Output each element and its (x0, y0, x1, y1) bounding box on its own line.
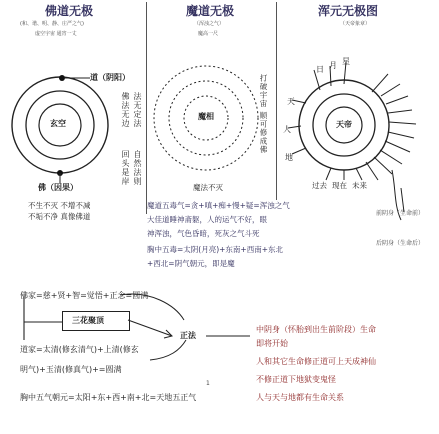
panel3-rays (366, 74, 416, 180)
panel3-subtitle: （天帝象章） (340, 21, 371, 27)
panel1-right-col1: 佛法无边 (121, 92, 130, 128)
panel3-bottom-label-past: 过去 (312, 181, 327, 190)
bottom-line2: 道家=太清(修玄清气)+上清(修玄 (20, 345, 139, 354)
zhengfa-label: 正法 (180, 331, 196, 340)
panel3-top-label-star: 星 (342, 57, 350, 66)
panel1-right-col3: 回头是岸 (121, 150, 130, 186)
panel1-subtitle2: 虚空宇宙 通宵一丈 (35, 31, 77, 37)
panel3-top-label-moon: 月 (329, 61, 337, 70)
panel3-top-label-sun: 日 (316, 65, 324, 74)
bottom-right-line4: 不修正道下地狱变鬼怪 (256, 375, 336, 384)
bottom-right-line3: 人和其它生命修正道可上天成神仙 (256, 357, 376, 366)
panel2-circles (146, 0, 276, 210)
panel1-dao-label: 道（阴阳） (90, 73, 130, 82)
panel3-right-label-before: 前阴身（生命前） (376, 210, 425, 217)
page-number: 1 (206, 380, 210, 387)
panel3-arrow-past (326, 168, 331, 180)
panel1-title: 佛道无极 (45, 4, 94, 18)
panel1-right-col4: 自然法则 (133, 150, 142, 186)
panel1-bottom-label: 佛（因果） (38, 183, 78, 192)
panel3-bottom-label-present: 现在 (332, 181, 347, 190)
panel2-subtitle: （浑浊之气） (194, 21, 225, 27)
panel3-title: 浑元无极图 (318, 4, 379, 18)
panel2-right-vertical: 打破宇宙 顺可修成佛 (259, 74, 268, 154)
panel1-footer1: 不生不灭 不增不减 (28, 201, 91, 210)
bottom-line1: 佛家=慈+贤+智=觉悟+正念=圆满 (20, 291, 149, 300)
panel2-desc-line3: 神浑浊，气色昏暗，死灰之气斗死 (147, 229, 260, 238)
panel3-left-label-human: 人 (283, 125, 291, 134)
bottom-line4: 胸中五气朝元=太阳+东+西+南+北=天地五正气 (20, 393, 197, 402)
panel2-desc-line4: 胸中五毒=太阴(月亮)+东南+西南+东北 (147, 245, 283, 254)
bottom-right-line5: 人与天与地都有生命关系 (256, 393, 344, 402)
panel3-left-label-earth: 地 (285, 153, 293, 162)
panel3-right-label-after: 后阴身（生命后） (376, 240, 425, 247)
panel1-subtitle: (和、谐、明、静、庄严之气) (20, 21, 84, 27)
panel2-center-label: 魔相 (198, 112, 214, 121)
panel2-subtitle2: 魔高一尺 (198, 31, 219, 37)
panel1-center-label: 玄空 (50, 119, 66, 128)
panel3-diagram (276, 0, 439, 260)
sanhua-box-label: 三花聚顶 (72, 316, 104, 325)
panel2-desc-line1: 魔道五毒气=贪+嗔+痴+慢+疑=浑浊之气 (147, 201, 290, 210)
panel1-footer2: 不垢不净 真像佛道 (28, 212, 91, 221)
panel2-desc-line2: 大佳道睡神斋躯，人的运气不好，眼 (147, 215, 267, 224)
bottom-curve-arrow (150, 340, 186, 360)
panel3-bottom-label-future: 未来 (352, 181, 367, 190)
panel3-arrow-earth (292, 148, 306, 154)
bottom-right-line1: 中阴身（怀胎到出生前阶段）生命 (256, 325, 376, 334)
bottom-line3: 明气)+玉清(修真气)+=圆满 (20, 365, 122, 374)
panel1-right-col2: 法无定法 (133, 92, 142, 128)
top-curve-arrow (120, 294, 184, 320)
panel2-title: 魔道无极 (186, 4, 235, 18)
panel3-arrow-future (356, 168, 362, 180)
panel3-center-label: 天帝 (336, 120, 352, 129)
bottom-right-line2: 即将开始 (256, 339, 288, 348)
panel2-bottom-label: 魔法不灭 (193, 183, 223, 192)
box-to-zhengfa-arrow (128, 320, 172, 336)
panel3-left-label-heaven: 天 (287, 97, 295, 106)
panel2-desc-line5: +西北=阴气朝元，即是魔 (147, 259, 235, 268)
